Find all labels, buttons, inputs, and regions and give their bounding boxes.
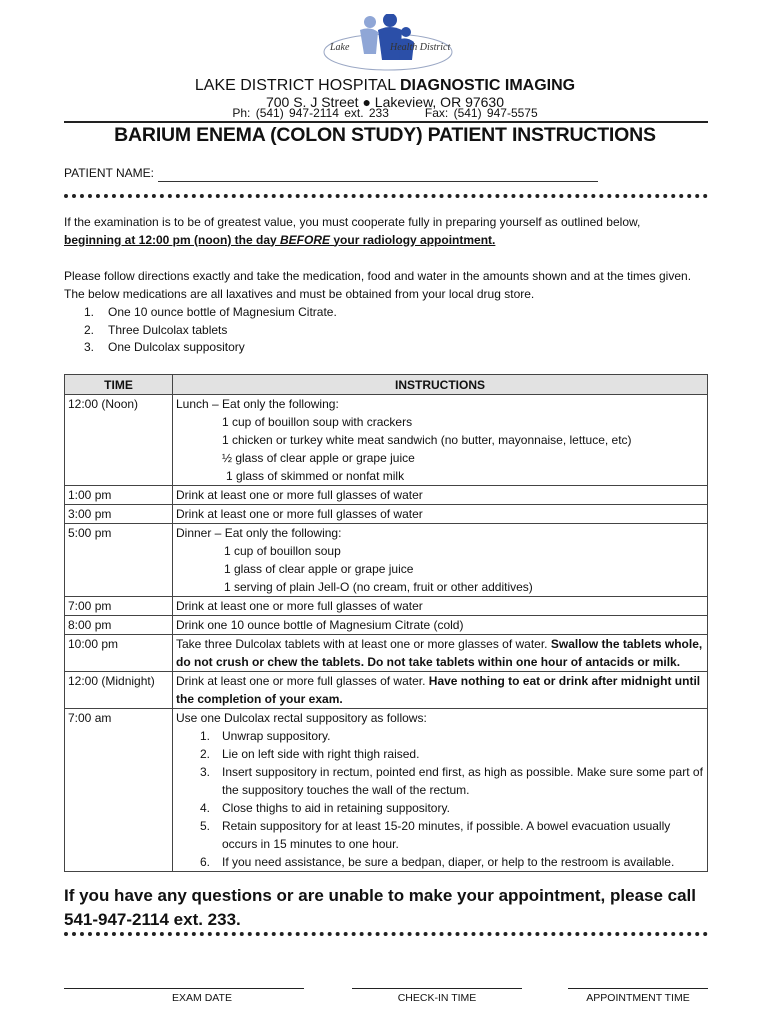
header-rule xyxy=(64,121,708,123)
appointment-time-line[interactable] xyxy=(568,988,708,989)
checkin-time-line[interactable] xyxy=(352,988,522,989)
dotted-divider-bottom xyxy=(64,932,708,936)
header-org-normal: LAKE DISTRICT HOSPITAL xyxy=(194,77,396,94)
medication-list xyxy=(84,304,337,357)
schedule-table xyxy=(64,374,708,872)
list-item: 3. One Dulcolax suppository xyxy=(84,340,245,354)
appointment-time-label: APPOINTMENT TIME xyxy=(586,992,690,1004)
logo-word-left: Lake xyxy=(330,42,350,53)
list-item: 1. One 10 ounce bottle of Magnesium Citrate. xyxy=(84,305,337,319)
suppository-steps: 1. Unwrap suppository. 2. Lie on left side with right thigh raised. 3. Insert suppository in rectum, pointed end first, as high as possible. Make sure some part of the suppository touches the wall of the rectum. 4. Close thighs to aid in retaining suppository. 5. Retain suppository for at least 15-20 minutes, if possible. A bowel evacuation usually occurs in 15 minutes to one hour. 6. If you need assistance, be sure a bedpan, diaper, or help to the restroom is available. xyxy=(200,729,703,869)
table-row: 3:00 pm Drink at least one or more full glasses of water xyxy=(65,505,708,524)
intro-paragraph xyxy=(64,214,714,249)
directions-paragraph: Please follow directions exactly and take the medication, food and water in the amounts shown and at the times given. The below medications are all laxatives and must be obtained from your local drug store. xyxy=(64,269,692,301)
table-row: 12:00 (Noon) Lunch – Eat only the following: 1 cup of bouillon soup with crackers 1 chicken or turkey white meat sandwich (no butter, mayonnaise, lettuce, etc) ½ glass of clear apple or grape juice 1 glass of skimmed or nonfat milk xyxy=(65,395,708,486)
header-fax: Fax: (541) 947-5575 xyxy=(424,106,538,120)
intro-bold-b: your radiology appointment. xyxy=(330,232,496,247)
dotted-divider-top xyxy=(64,194,708,198)
table-row: 7:00 am Use one Dulcolax rectal suppository as follows: 1. Unwrap suppository. 2. Lie on left side with right thigh raised. 3. Insert suppository in rectum, pointed end first, as high as possible. Make sure some part of the suppository touches the wall of the rectum. 4. Close thighs to aid in retaining suppository. 5. Retain suppository for at least 15-20 minutes, if possible. A bowel evacuation usually occurs in 15 minutes to one hour. 6. If you need assistance, be sure a bedpan, diaper, or help to the restroom is available. xyxy=(65,709,708,872)
hospital-logo xyxy=(318,14,458,76)
footer-question: If you have any questions or are unable to make your appointment, please call 541-947-2114 ext. 233. xyxy=(64,886,697,929)
table-row: 10:00 pm Take three Dulcolax tablets with at least one or more glasses of water. Swallow the tablets whole, do not crush or chew the tablets. Do not take tablets within one hour of antacids or milk. xyxy=(65,635,708,672)
list-item: 2. Three Dulcolax tablets xyxy=(84,322,228,337)
table-row: 8:00 pm Drink one 10 ounce bottle of Magnesium Citrate (cold) xyxy=(65,616,708,635)
col-header-time: TIME xyxy=(65,375,173,395)
header-phone: Ph: (541) 947-2114 ext. 233 xyxy=(232,106,389,120)
intro-bold-a: beginning at 12:00 pm (noon) the day xyxy=(64,232,281,247)
table-row: 12:00 (Midnight) Drink at least one or more full glasses of water. Have nothing to eat or drink after midnight until the completion of your exam. xyxy=(65,672,708,709)
header-org xyxy=(0,77,770,95)
patient-name-field[interactable] xyxy=(158,167,598,182)
table-row: 7:00 pm Drink at least one or more full glasses of water xyxy=(65,597,708,616)
intro-text: If the examination is to be of greatest value, you must cooperate fully in preparing yourself as outlined below, xyxy=(64,215,641,229)
patient-name-label: PATIENT NAME: xyxy=(64,166,155,180)
page-title: BARIUM ENEMA (COLON STUDY) PATIENT INSTRUCTIONS xyxy=(114,124,656,146)
intro-bold-italic: BEFORE xyxy=(280,232,331,247)
col-header-instructions: INSTRUCTIONS xyxy=(173,375,708,395)
table-row: 5:00 pm Dinner – Eat only the following: 1 cup of bouillon soup 1 glass of clear apple or grape juice 1 serving of plain Jell-O (no cream, fruit or other additives) xyxy=(65,524,708,597)
checkin-time-label: CHECK-IN TIME xyxy=(397,992,477,1004)
header-contact xyxy=(0,106,770,120)
exam-date-line[interactable] xyxy=(64,988,304,989)
patient-name-row xyxy=(64,166,598,182)
exam-date-label: EXAM DATE xyxy=(172,992,232,1004)
table-header-row xyxy=(65,375,708,395)
table-row: 1:00 pm Drink at least one or more full glasses of water xyxy=(65,486,708,505)
logo-word-right: Health District xyxy=(390,42,451,53)
header-org-bold: DIAGNOSTIC IMAGING xyxy=(399,77,576,94)
header-address: 700 S. J Street ● Lakeview, OR 97630 xyxy=(265,94,505,110)
